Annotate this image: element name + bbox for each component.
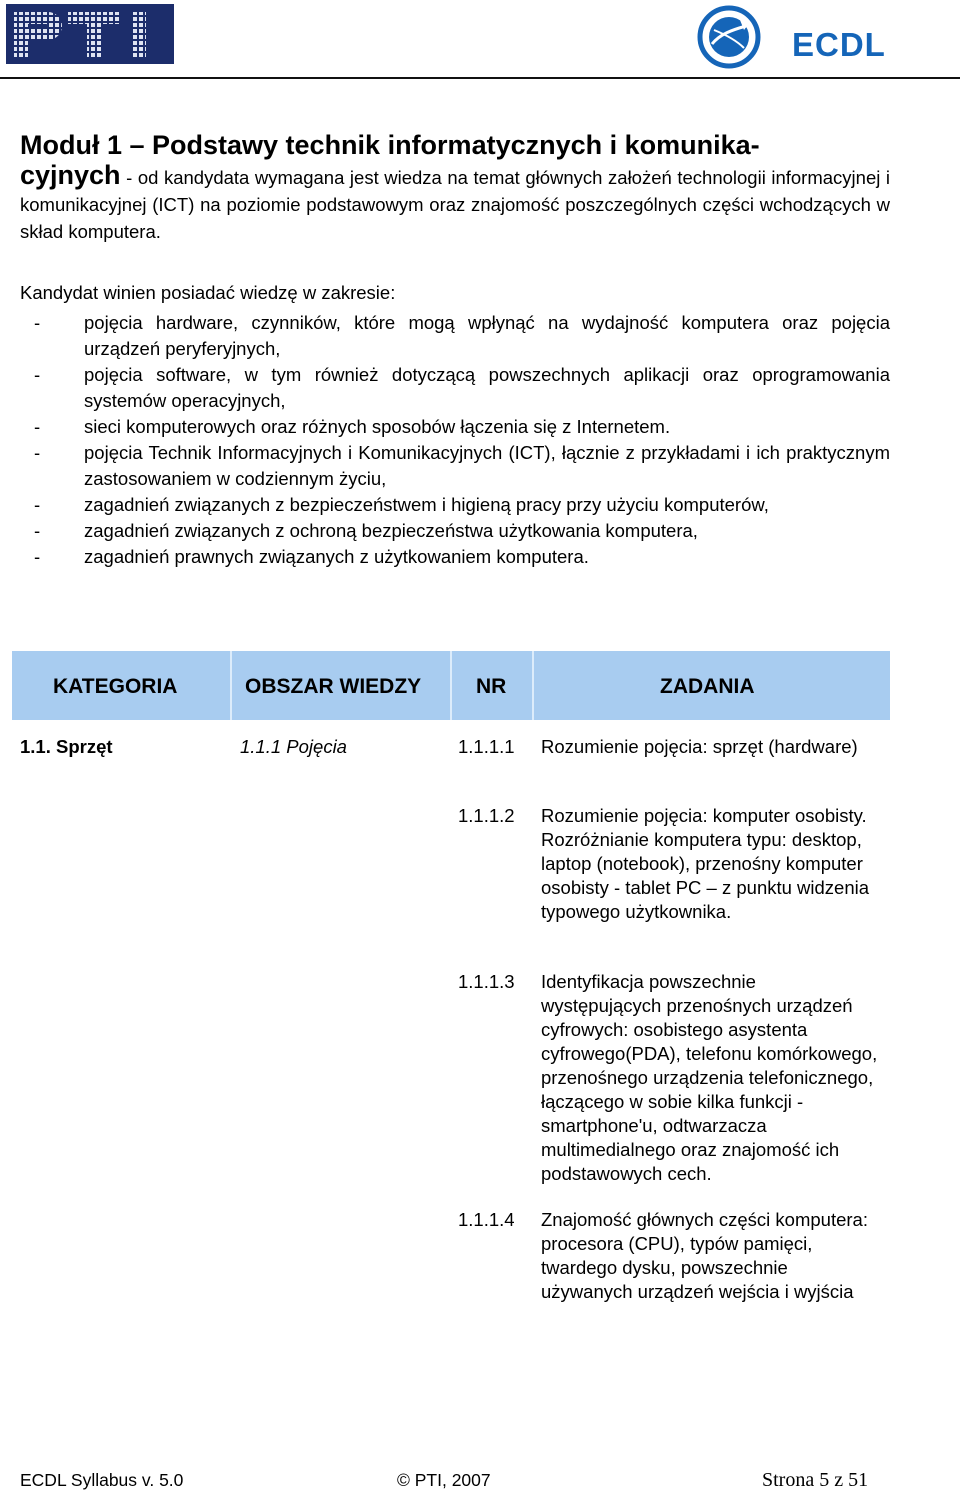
header-separator (450, 651, 452, 720)
requirements-section (20, 280, 890, 570)
task-cell: Rozumienie pojęcia: sprzęt (hardware) (541, 736, 858, 757)
header-separator (532, 651, 534, 720)
nr-cell: 1.1.1.1 (458, 736, 515, 757)
category-cell: 1.1. Sprzęt (20, 736, 113, 757)
header-obszar-wiedzy: OBSZAR WIEDZY (245, 675, 422, 698)
header-separator (230, 651, 232, 720)
pti-logo (6, 4, 174, 64)
list-item: - zagadnień prawnych związanych z użytkowaniem komputera. (34, 546, 589, 567)
nr-cell: 1.1.1.4 (458, 1209, 515, 1230)
list-item: - sieci komputerowych oraz różnych sposobów łączenia się z Internetem. (34, 416, 671, 437)
footer-copyright: © PTI, 2007 (397, 1470, 491, 1490)
list-item: - pojęcia software, w tym również dotyczącą powszechnych aplikacji oraz oprogramowania systemów operacyjnych, (34, 364, 890, 411)
list-item: - zagadnień związanych z bezpieczeństwem i higieną pracy przy użyciu komputerów, (34, 494, 769, 515)
list-item: - pojęcia Technik Informacyjnych i Komunikacyjnych (ICT), łącznie z przykładami i ich praktycznym zastosowaniem w codziennym życiu, (34, 442, 890, 489)
list-item: - pojęcia hardware, czynników, które mogą wpłynąć na wydajność komputera oraz pojęcia urządzeń peryferyjnych, (34, 312, 890, 359)
ecdl-wordmark: ECDL (792, 26, 886, 63)
module-title: Moduł 1 – Podstawy technik informatycznych i komunika- (20, 130, 760, 160)
knowledge-area-cell: 1.1.1 Pojęcia (240, 736, 347, 757)
list-item: - zagadnień związanych z ochroną bezpieczeństwa użytkowania komputera, (34, 520, 698, 541)
footer-syllabus-version: ECDL Syllabus v. 5.0 (20, 1470, 184, 1490)
table-header (12, 651, 890, 720)
task-cell: Znajomość głównych części komputera: procesora (CPU), typów pamięci, twardego dysku, powszechnie używanych urządzeń wejścia i wyjścia (541, 1209, 868, 1302)
task-cell: Identyfikacja powszechnie występujących przenośnych urządzeń cyfrowych: osobistego asystenta cyfrowego(PDA), telefonu komórkowego, przenośnego urządzenia telefonicznego, łączącego w sobie kilka funkcji - smartphone'u, odtwarzacza multimedialnego oraz znajomość ich podstawowych cech. (541, 971, 878, 1184)
header-kategoria: KATEGORIA (53, 675, 178, 698)
module-title-continued: cyjnych (20, 160, 121, 190)
requirements-list (20, 310, 890, 570)
header-zadania: ZADANIA (660, 675, 755, 698)
module-intro (20, 128, 890, 245)
nr-cell: 1.1.1.3 (458, 971, 515, 992)
nr-cell: 1.1.1.2 (458, 805, 515, 826)
header-divider (0, 77, 960, 79)
task-cell: Rozumienie pojęcia: komputer osobisty. Rozróżnianie komputera typu: desktop, laptop (notebook), przenośny komputer osobisty - tablet PC – z punktu widzenia typowego użytkownika. (541, 805, 870, 922)
module-description: - od kandydata wymagana jest wiedza na temat głównych założeń technologii informacyjnej i komunikacyjnej (ICT) na poziomie podstawowym oraz znajomość poszczególnych części wchodzących w skład komputera. (20, 167, 891, 242)
header-nr: NR (476, 675, 507, 698)
requirements-lead: Kandydat winien posiadać wiedzę w zakresie: (20, 282, 396, 303)
footer-page-number: Strona 5 z 51 (762, 1469, 869, 1491)
